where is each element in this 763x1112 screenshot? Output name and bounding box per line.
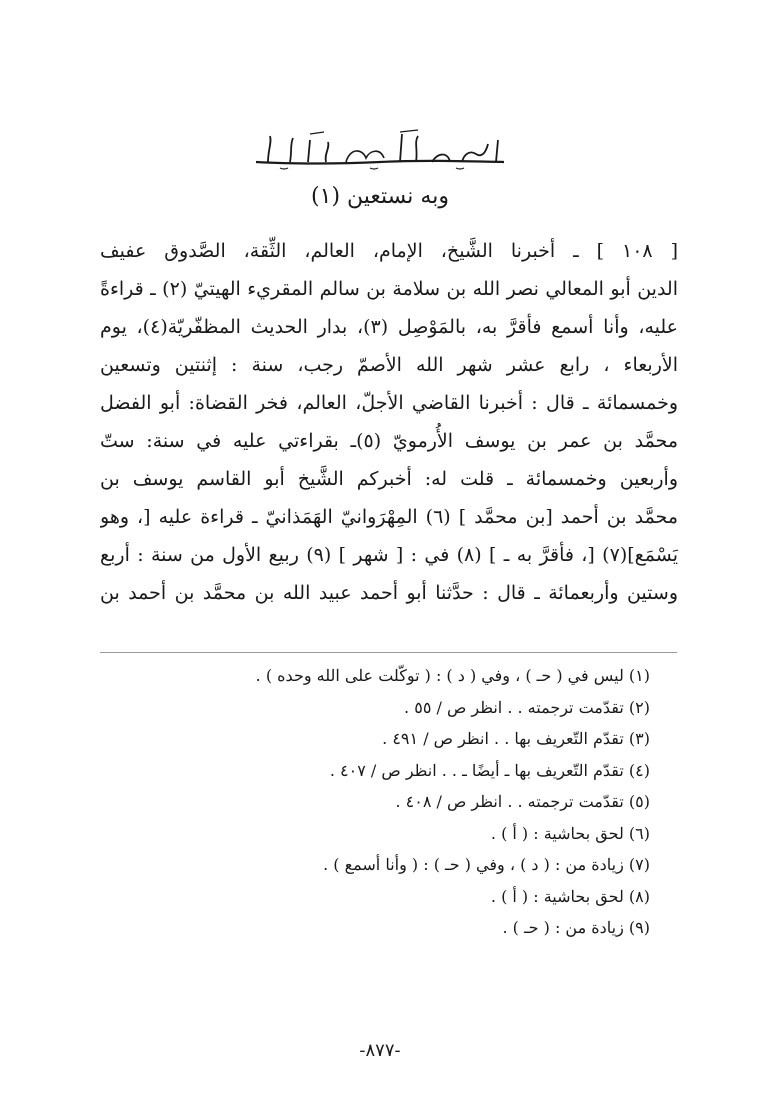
text-line: محمَّد بن عمر بن يوسف الأُرمويّ (٥)ـ بقراءتي عليه في سنة: ستّ <box>100 430 678 452</box>
footnote-divider <box>100 652 677 653</box>
footnote: (٤) تقدّم التّعريف بها ـ أيضًا ـ . . انظر ص / ٤٠٧ . <box>329 760 650 780</box>
footnote: (٢) تقدّمت ترجمته . . انظر ص / ٥٥ . <box>404 697 650 717</box>
text-line: وخمسمائة ـ قال : أخبرنا القاضي الأجلّ، العالم، فخر القضاة: أبو الفضل <box>100 392 678 414</box>
text-line: عليه، وأنا أسمع فأقرَّ به، بالمَوْصِل (٣)، بدار الحديث المظفّريّة(٤)، يوم <box>100 316 678 338</box>
footnote: (٨) لحق بحاشية : ( أ ) . <box>490 886 650 906</box>
footnote: (٣) تقدّم التّعريف بها . . انظر ص / ٤٩١ . <box>382 729 650 748</box>
text-line: وأربعين وخمسمائة ـ قلت له: أخبركم الشَّيخ أبو القاسم يوسف بن <box>100 468 678 490</box>
main-text <box>100 232 678 612</box>
footnote: (١) ليس في ( حـ ) ، وفي ( د ) : ( توكّلت على الله وحده ) . <box>255 666 650 685</box>
basmala-calligraphy-drawing <box>250 128 510 172</box>
footnote: (٥) تقدّمت ترجمته . . انظر ص / ٤٠٨ . <box>395 792 650 811</box>
text-line: الدين أبو المعالي نصر الله بن سلامة بن سالم المقريء الهيتيّ (٢) ـ قراءةً <box>100 278 678 300</box>
subtitle-invocation: وبه نستعين (١) <box>311 184 449 209</box>
text-line: [ ١٠٨ ] ـ أخبرنا الشَّيخ، الإمام، العالم، الثِّقة، الصَّدوق عفيف <box>100 240 678 262</box>
text-line: يَسْمَع](٧) [، فأقرَّ به ـ ] (٨) في : [ شهر ] (٩) ربيع الأول من سنة : أربع <box>100 544 678 566</box>
footnote: (٧) زيادة من : ( د ) ، وفي ( حـ ) : ( وأنا أسمع ) . <box>323 855 650 874</box>
footnote: (٦) لحق بحاشية : ( أ ) . <box>490 823 650 843</box>
footnote: (٩) زيادة من : ( حـ ) . <box>502 918 650 937</box>
footnotes <box>150 660 650 944</box>
text-line: محمَّد بن أحمد [بن محمَّد ] (٦) المِهْرَوانيّ الهَمَذانيّ ـ قراءة عليه [، وهو <box>100 506 678 528</box>
page-number: -٨٧٧- <box>359 1040 401 1061</box>
text-line: وستين وأربعمائة ـ قال : حدَّثنا أبو أحمد عبيد الله بن محمَّد بن أحمد بن <box>100 582 678 604</box>
basmala-calligraphy <box>250 128 510 172</box>
text-line: الأربعاء ، رابع عشر شهر الله الأصمّ رجب، سنة : إثنتين وتسعين <box>100 354 678 376</box>
